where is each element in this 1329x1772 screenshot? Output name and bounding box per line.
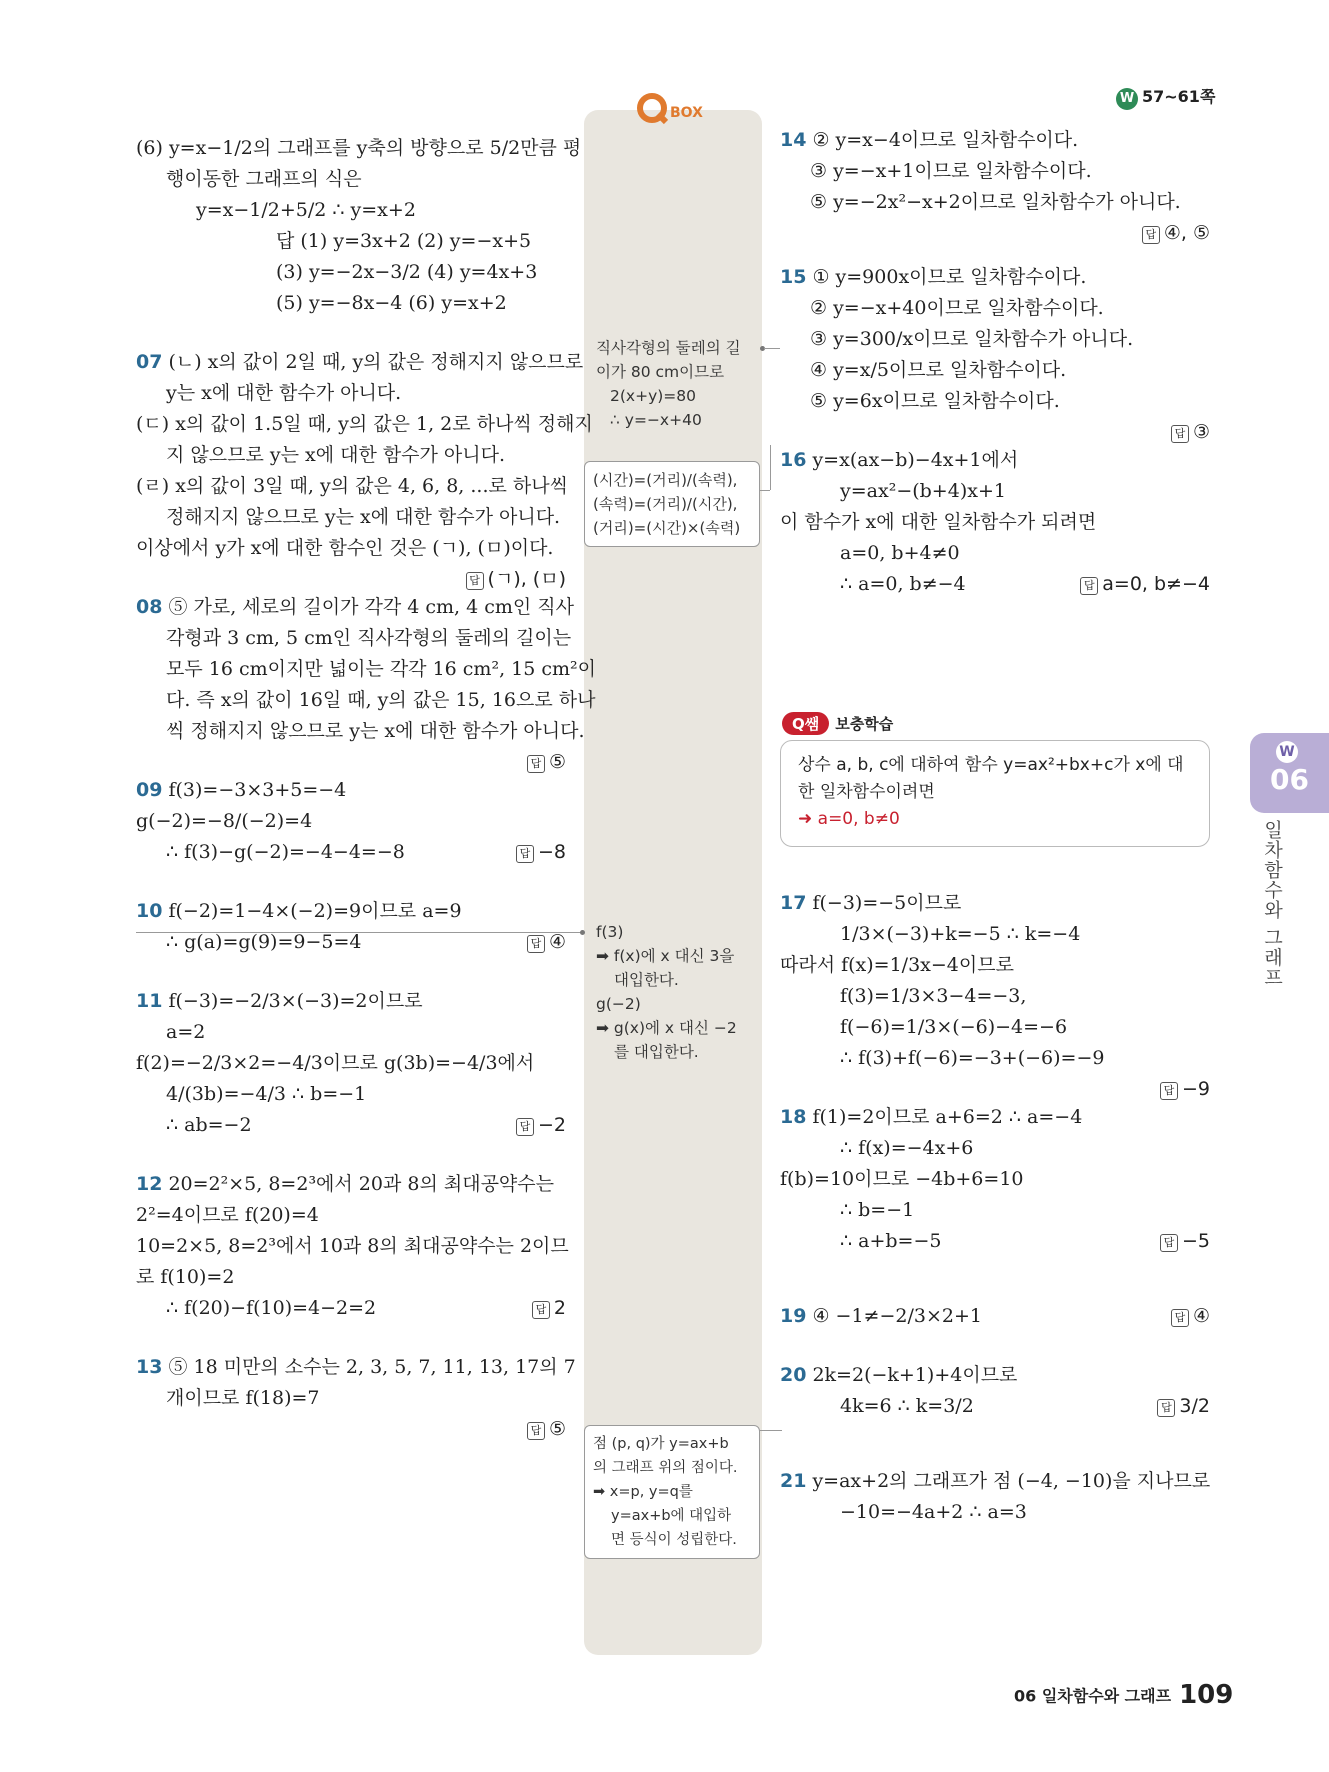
tip-line: 한 일차함수이려면 xyxy=(798,782,935,802)
solution-line xyxy=(780,1332,1210,1360)
solution-text: (3) y=−2x−3/2 (4) y=4x+3 xyxy=(276,261,538,283)
solution-line xyxy=(136,1048,566,1079)
solution-text: ② y=x−4이므로 일차함수이다. xyxy=(812,129,1079,151)
answer-mark xyxy=(1171,1301,1210,1332)
solution-line xyxy=(136,195,566,226)
solution-line xyxy=(136,806,566,837)
answer-tag-icon: 답 xyxy=(1171,1309,1189,1327)
solution-text: −10=−4a+2 ∴ a=3 xyxy=(840,1501,1027,1523)
problem-number: 14 xyxy=(780,129,807,151)
answer-tag-icon: 답 xyxy=(516,845,534,863)
solution-text: ∴ g(a)=g(9)=9−5=4 xyxy=(166,931,362,953)
answer-tag-icon: 답 xyxy=(466,572,484,590)
solution-text: 각형과 3 cm, 5 cm인 직사각형의 둘레의 길이는 xyxy=(166,627,572,649)
solution-line xyxy=(136,1169,566,1200)
solution-line xyxy=(136,1079,566,1110)
solution-line xyxy=(780,386,1210,417)
tip-label xyxy=(782,712,893,735)
solution-line xyxy=(136,409,593,440)
solution-text: f(3)=−3×3+5=−4 xyxy=(168,779,347,801)
leader-line xyxy=(764,348,780,349)
problem-number: 13 xyxy=(136,1356,163,1378)
chapter-side-tab xyxy=(1250,733,1329,813)
solution-text: y=x−1/2+5/2 ∴ y=x+2 xyxy=(196,199,416,221)
solution-text: ④ −1≠−2/3×2+1 xyxy=(812,1305,982,1327)
page-footer xyxy=(1014,1680,1233,1710)
solution-line xyxy=(136,592,574,623)
solution-line xyxy=(136,319,566,347)
note-line: f(3) xyxy=(596,923,624,941)
solution-text: f(−3)=−2/3×(−3)=2이므로 xyxy=(168,990,423,1012)
solution-text: 씩 정해지지 않으므로 y는 x에 대한 함수가 아니다. xyxy=(166,720,585,742)
solution-line xyxy=(780,1074,1210,1102)
problem-number: 12 xyxy=(136,1173,163,1195)
solution-text: ∴ f(20)−f(10)=4−2=2 xyxy=(166,1297,377,1319)
tip-text xyxy=(798,752,1184,833)
solution-text: a=0, b+4≠0 xyxy=(840,542,960,564)
solution-text: 2²=4이므로 f(20)=4 xyxy=(136,1204,319,1226)
note-line: ➡ g(x)에 x 대신 −2 xyxy=(596,1019,737,1037)
answer-tag-icon: 답 xyxy=(1142,226,1160,244)
answer-value: (ㄱ), (ㅁ) xyxy=(487,568,566,590)
solution-line xyxy=(136,1324,566,1352)
solution-text: f(1)=2이므로 a+6=2 ∴ a=−4 xyxy=(812,1106,1083,1128)
problem-number: 18 xyxy=(780,1106,807,1128)
solution-line xyxy=(136,502,566,533)
note-line: 대입한다. xyxy=(614,971,679,989)
solution-text: 정해지지 않으므로 y는 x에 대한 함수가 아니다. xyxy=(166,506,561,528)
note-line: (거리)=(시간)×(속력) xyxy=(593,519,741,537)
solution-text: ∴ a+b=−5 xyxy=(840,1230,942,1252)
answer-mark xyxy=(1160,1226,1210,1257)
solution-text: 이상에서 y가 x에 대한 함수인 것은 (ㄱ), (ㅁ)이다. xyxy=(136,537,554,559)
solution-text: 다. 즉 x의 값이 16일 때, y의 값은 15, 16으로 하나 xyxy=(166,689,596,711)
solution-line xyxy=(136,133,582,164)
note-line: 를 대입한다. xyxy=(614,1043,699,1061)
note-perimeter xyxy=(596,336,741,432)
answer-tag-icon: 답 xyxy=(527,935,545,953)
solution-line xyxy=(136,1231,569,1262)
qbox-logo-icon xyxy=(634,88,714,128)
problem-number: 16 xyxy=(780,449,807,471)
note-line: 점 (p, q)가 y=ax+b xyxy=(593,1436,729,1452)
answer-tag-icon: 답 xyxy=(527,1422,545,1440)
solution-line xyxy=(780,476,1210,507)
solution-line xyxy=(136,471,566,502)
answer-mark xyxy=(516,837,566,868)
solution-text: 10=2×5, 8=2³에서 10과 8의 최대공약수는 2이므 xyxy=(136,1235,569,1257)
answer-value: 2 xyxy=(553,1297,566,1319)
solution-line xyxy=(136,1383,566,1414)
solution-text: (ㄷ) x의 값이 1.5일 때, y의 값은 1, 2로 하나씩 정해지 xyxy=(136,413,593,435)
solution-text: y=x(ax−b)−4x+1에서 xyxy=(812,449,1019,471)
solution-line xyxy=(780,1360,1210,1391)
solution-line xyxy=(780,355,1210,386)
solution-line xyxy=(780,1133,1210,1164)
solution-line xyxy=(780,156,1210,187)
answer-tag-icon: 답 xyxy=(532,1301,550,1319)
tip-label-text: 보충학습 xyxy=(835,715,894,733)
solution-text: ⑤ 가로, 세로의 길이가 각각 4 cm, 4 cm인 직사 xyxy=(168,596,574,618)
solution-text: y=ax²−(b+4)x+1 xyxy=(840,480,1006,502)
note-line: y=ax+b에 대입하 xyxy=(611,1508,732,1524)
note-line: ∴ y=−x+40 xyxy=(610,411,702,429)
answer-value: −2 xyxy=(537,1114,566,1136)
solution-line xyxy=(780,1226,1210,1257)
solution-text: ∴ a=0, b≠−4 xyxy=(840,573,966,595)
solution-line xyxy=(136,775,566,806)
solution-line xyxy=(780,1301,1210,1332)
answer-mark xyxy=(1142,218,1210,249)
answer-value: ⑤ xyxy=(548,751,566,773)
solution-line xyxy=(780,1012,1210,1043)
solution-text: (5) y=−8x−4 (6) y=x+2 xyxy=(276,292,507,314)
tip-line: 상수 a, b, c에 대하여 함수 y=ax²+bx+c가 x에 대 xyxy=(798,755,1184,775)
answer-tag-icon: 답 xyxy=(1171,425,1189,443)
answer-mark xyxy=(1080,569,1210,600)
solution-line xyxy=(780,981,1210,1012)
note-line: ➡ x=p, y=q를 xyxy=(593,1484,693,1500)
note-f3-g2 xyxy=(596,920,737,1064)
solution-line xyxy=(136,837,566,868)
answer-tag-icon: 답 xyxy=(516,1118,534,1136)
w-badge-icon: W xyxy=(1116,88,1138,110)
solution-line xyxy=(136,288,566,319)
leader-line xyxy=(760,490,770,491)
problem-number: 11 xyxy=(136,990,163,1012)
answer-tag-icon: 답 xyxy=(1160,1234,1178,1252)
solution-line xyxy=(780,324,1210,355)
solution-text: ② y=−x+40이므로 일차함수이다. xyxy=(810,297,1104,319)
solution-text: ③ y=300/x이므로 일차함수가 아니다. xyxy=(810,328,1134,350)
solution-text: 따라서 f(x)=1/3x−4이므로 xyxy=(780,954,1014,976)
chapter-side-title: 일차함수와 그래프 xyxy=(1261,820,1283,988)
answer-mark xyxy=(516,1110,566,1141)
solution-text: 4k=6 ∴ k=3/2 xyxy=(840,1395,974,1417)
solution-text: f(2)=−2/3×2=−4/3이므로 g(3b)=−4/3에서 xyxy=(136,1052,535,1074)
answer-mark xyxy=(527,1414,566,1445)
answer-value: −9 xyxy=(1181,1078,1210,1100)
solution-text: 모두 16 cm이지만 넓이는 각각 16 cm², 15 cm²이 xyxy=(166,658,596,680)
leader-line xyxy=(760,1430,782,1431)
solution-line xyxy=(136,654,596,685)
page-number: 109 xyxy=(1179,1680,1234,1710)
answer-mark xyxy=(527,927,566,958)
solution-line xyxy=(136,868,566,896)
answer-mark xyxy=(532,1293,566,1324)
note-line: g(−2) xyxy=(596,995,641,1013)
note-line: 2(x+y)=80 xyxy=(610,387,696,405)
answer-value: ④ xyxy=(1192,1305,1210,1327)
solution-line xyxy=(136,1110,566,1141)
solution-line xyxy=(780,1195,1210,1226)
answer-value: −5 xyxy=(1181,1230,1210,1252)
solution-line xyxy=(136,440,566,471)
answer-value: 3/2 xyxy=(1179,1395,1210,1417)
solution-line xyxy=(136,1017,566,1048)
solution-line xyxy=(780,293,1210,324)
right-column-bottom xyxy=(780,888,1210,1528)
problem-number: 21 xyxy=(780,1470,807,1492)
answer-mark xyxy=(1160,1074,1210,1105)
solution-text: ④ y=x/5이므로 일차함수이다. xyxy=(810,359,1067,381)
problem-number: 17 xyxy=(780,892,807,914)
answer-tag-icon: 답 xyxy=(1080,577,1098,595)
note-line: 직사각형의 둘레의 길 xyxy=(596,339,741,357)
solution-text: ∴ b=−1 xyxy=(840,1199,915,1221)
solution-text: 1/3×(−3)+k=−5 ∴ k=−4 xyxy=(840,923,1081,945)
solution-line xyxy=(780,1497,1210,1528)
solution-line xyxy=(136,747,566,775)
right-column-top xyxy=(780,125,1210,600)
solution-line xyxy=(780,417,1210,445)
solution-line xyxy=(136,1262,566,1293)
solution-line xyxy=(136,1352,576,1383)
solution-line xyxy=(780,507,1210,538)
answer-mark xyxy=(1157,1391,1210,1422)
solution-line xyxy=(780,1043,1210,1074)
solution-line xyxy=(136,685,596,716)
tip-line: ➜ a=0, b≠0 xyxy=(798,809,900,829)
note-line: (속력)=(거리)/(시간), xyxy=(593,495,738,513)
note-line: ➡ f(x)에 x 대신 3을 xyxy=(596,947,735,965)
solution-line xyxy=(136,257,566,288)
problem-number: 19 xyxy=(780,1305,807,1327)
solution-line xyxy=(780,1257,1210,1301)
solution-line xyxy=(136,1200,566,1231)
note-time-speed-box xyxy=(584,461,760,547)
solution-text: f(3)=1/3×3−4=−3, xyxy=(840,985,1027,1007)
tip-pill: Q쌤 xyxy=(782,712,829,735)
answer-value: −8 xyxy=(537,841,566,863)
solution-text: ∴ ab=−2 xyxy=(166,1114,252,1136)
solution-text: a=2 xyxy=(166,1021,206,1043)
solution-text: g(−2)=−8/(−2)=4 xyxy=(136,810,313,832)
solution-line xyxy=(136,986,566,1017)
solution-line xyxy=(780,125,1210,156)
solution-line xyxy=(136,896,566,927)
page-reference-text: 57~61쪽 xyxy=(1142,87,1216,106)
solution-line xyxy=(780,262,1210,293)
solution-text: f(−3)=−5이므로 xyxy=(812,892,962,914)
answer-mark xyxy=(527,747,566,778)
note-line: 의 그래프 위의 점이다. xyxy=(593,1460,738,1476)
solution-line xyxy=(136,1293,566,1324)
solution-text: y=ax+2의 그래프가 점 (−4, −10)을 지나므로 xyxy=(812,1470,1211,1492)
solution-text: 4/(3b)=−4/3 ∴ b=−1 xyxy=(166,1083,367,1105)
solution-line xyxy=(780,888,1210,919)
solution-line xyxy=(780,538,1210,569)
problem-number: 20 xyxy=(780,1364,807,1386)
qbox-logo-label: BOX xyxy=(670,105,703,121)
solution-line xyxy=(136,164,566,195)
solution-text: ⑤ y=−2x²−x+2이므로 일차함수가 아니다. xyxy=(810,191,1181,213)
solution-text: (6) y=x−1/2의 그래프를 y축의 방향으로 5/2만큼 평 xyxy=(136,137,582,159)
w-badge-icon: W xyxy=(1276,741,1298,763)
problem-number: 08 xyxy=(136,596,163,618)
solution-text: 행이동한 그래프의 식은 xyxy=(166,168,362,190)
note-line: 이가 80 cm이므로 xyxy=(596,363,725,381)
solution-text: 이 함수가 x에 대한 일차함수가 되려면 xyxy=(780,511,1097,533)
answer-value: ④, ⑤ xyxy=(1163,222,1210,244)
solution-line xyxy=(780,1102,1210,1133)
answer-value: ⑤ xyxy=(548,1418,566,1440)
solution-line xyxy=(136,623,572,654)
solution-line xyxy=(780,1391,1210,1422)
solution-line xyxy=(780,445,1210,476)
solution-line xyxy=(136,533,566,564)
solution-line xyxy=(780,1466,1210,1497)
solution-text: 2k=2(−k+1)+4이므로 xyxy=(812,1364,1018,1386)
solution-text: ∴ f(x)=−4x+6 xyxy=(840,1137,974,1159)
answer-value: a=0, b≠−4 xyxy=(1102,573,1210,595)
solution-text: 답 (1) y=3x+2 (2) y=−x+5 xyxy=(276,230,532,252)
solution-text: ③ y=−x+1이므로 일차함수이다. xyxy=(810,160,1092,182)
problem-number: 10 xyxy=(136,900,163,922)
answer-mark xyxy=(1171,417,1210,448)
solution-text: ⑤ y=6x이므로 일차함수이다. xyxy=(810,390,1060,412)
chapter-number: 06 xyxy=(1270,763,1309,796)
leader-dot xyxy=(580,930,585,935)
solution-text: 로 f(10)=2 xyxy=(136,1266,235,1288)
answer-value: ③ xyxy=(1192,421,1210,443)
left-column xyxy=(136,133,596,1445)
solution-text: ⑤ 18 미만의 소수는 2, 3, 5, 7, 11, 13, 17의 7 xyxy=(168,1356,576,1378)
problem-number: 09 xyxy=(136,779,163,801)
solution-text: ① y=900x이므로 일차함수이다. xyxy=(812,266,1087,288)
solution-line xyxy=(780,569,1210,600)
solution-line xyxy=(780,1164,1210,1195)
solution-text: ∴ f(3)−g(−2)=−4−4=−8 xyxy=(166,841,405,863)
note-line: (시간)=(거리)/(속력), xyxy=(593,471,738,489)
solution-line xyxy=(780,950,1210,981)
answer-tag-icon: 답 xyxy=(1160,1082,1178,1100)
problem-number: 15 xyxy=(780,266,807,288)
answer-value: ④ xyxy=(548,931,566,953)
solution-line xyxy=(780,187,1210,218)
solution-text: (ㄹ) x의 값이 3일 때, y의 값은 4, 6, 8, ...로 하나씩 xyxy=(136,475,568,497)
solution-line xyxy=(136,958,566,986)
solution-line xyxy=(136,378,566,409)
solution-text: ∴ f(3)+f(−6)=−3+(−6)=−9 xyxy=(840,1047,1105,1069)
solution-text: 개이므로 f(18)=7 xyxy=(166,1387,320,1409)
solution-text: y는 x에 대한 함수가 아니다. xyxy=(166,382,402,404)
solution-text: 20=2²×5, 8=2³에서 20과 8의 최대공약수는 xyxy=(168,1173,554,1195)
solution-text: f(b)=10이므로 −4b+6=10 xyxy=(780,1168,1024,1190)
leader-line xyxy=(770,445,771,490)
solution-line xyxy=(136,1141,566,1169)
page-reference xyxy=(1116,84,1215,110)
solution-line xyxy=(780,1422,1210,1466)
solution-text: f(−2)=1−4×(−2)=9이므로 a=9 xyxy=(168,900,462,922)
solution-text: 지 않으므로 y는 x에 대한 함수가 아니다. xyxy=(166,444,506,466)
solution-text: f(−6)=1/3×(−6)−4=−6 xyxy=(840,1016,1068,1038)
solution-line xyxy=(780,919,1210,950)
problem-number: 07 xyxy=(136,351,163,373)
solution-line xyxy=(136,226,566,257)
answer-tag-icon: 답 xyxy=(1157,1399,1175,1417)
solution-line xyxy=(136,927,566,958)
answer-tag-icon: 답 xyxy=(527,755,545,773)
solution-line xyxy=(136,716,585,747)
solution-line xyxy=(136,347,584,378)
solution-text: (ㄴ) x의 값이 2일 때, y의 값은 정해지지 않으므로 xyxy=(168,351,584,373)
footer-chapter-title: 06 일차함수와 그래프 xyxy=(1014,1686,1172,1706)
answer-mark xyxy=(466,564,566,595)
note-line: 면 등식이 성립한다. xyxy=(611,1532,737,1548)
note-point-box xyxy=(584,1425,760,1559)
